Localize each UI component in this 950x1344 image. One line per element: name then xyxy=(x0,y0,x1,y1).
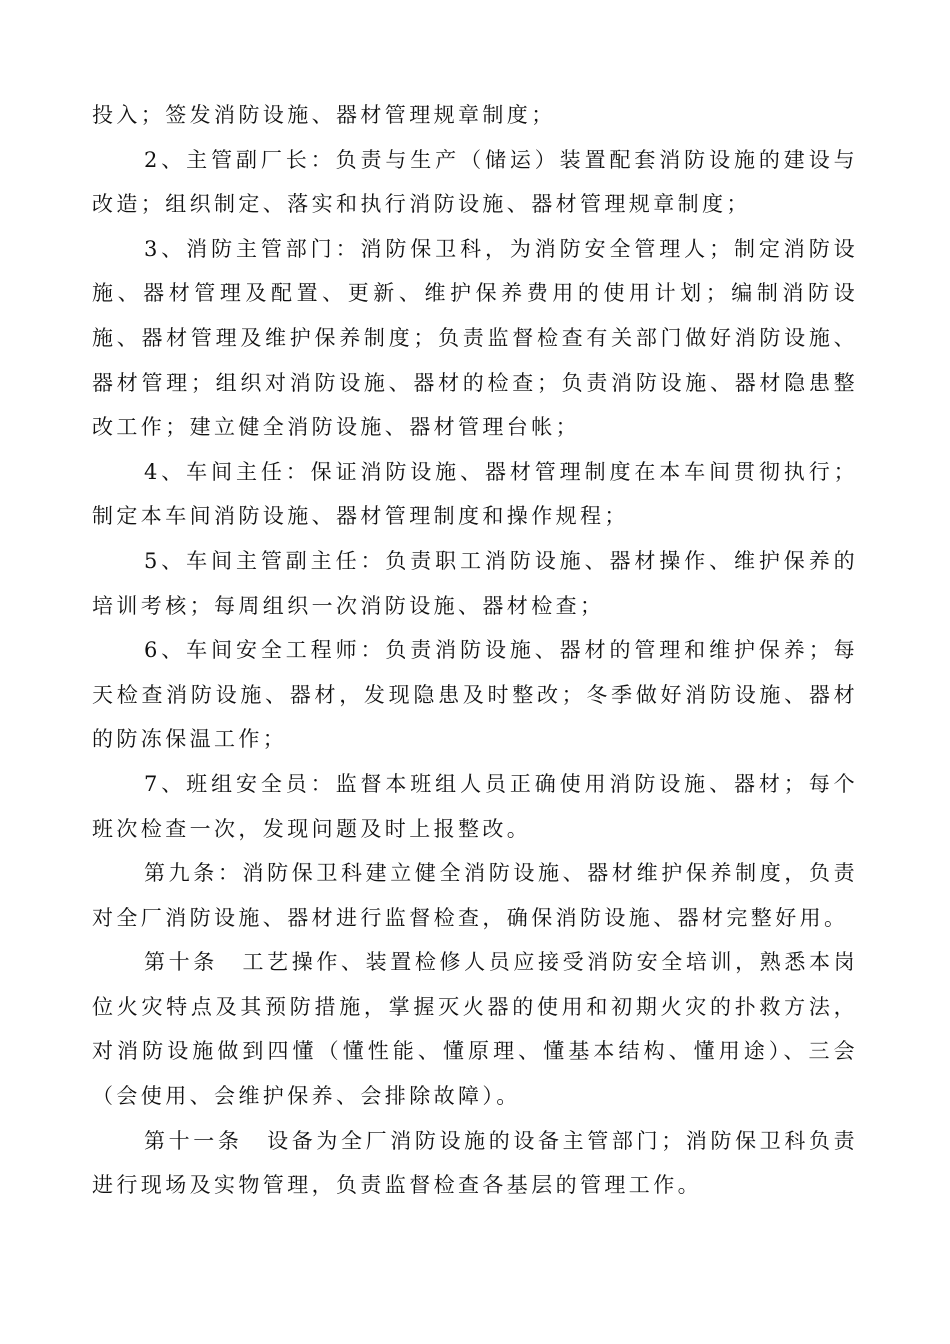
paragraph-continuation: 投入；签发消防设施、器材管理规章制度； xyxy=(92,103,556,127)
paragraph-article-10: 第十条 工艺操作、装置检修人员应接受消防安全培训，熟悉本岗位火灾特点及其预防措施，掌握灭火器的使用和初期火灾的扑救方法，对消防设施做到四懂（懂性能、懂原理、懂基本结构、懂用途）、三会（会使用、会维护保养、会排除故障）。 xyxy=(92,950,858,1109)
paragraph-item-4: 4、车间主任：保证消防设施、器材管理制度在本车间贯彻执行；制定本车间消防设施、器材管理制度和操作规程； xyxy=(92,459,858,529)
document-body xyxy=(92,93,858,1208)
paragraph-item-6: 6、车间安全工程师：负责消防设施、器材的管理和维护保养；每天检查消防设施、器材，发现隐患及时整改；冬季做好消防设施、器材的防冻保温工作； xyxy=(92,638,858,752)
paragraph-item-7: 7、班组安全员：监督本班组人员正确使用消防设施、器材；每个班次检查一次，发现问题及时上报整改。 xyxy=(92,771,858,841)
paragraph-item-2: 2、主管副厂长：负责与生产（储运）装置配套消防设施的建设与改造；组织制定、落实和执行消防设施、器材管理规章制度； xyxy=(92,147,858,217)
paragraph-article-9: 第九条：消防保卫科建立健全消防设施、器材维护保养制度，负责对全厂消防设施、器材进行监督检查，确保消防设施、器材完整好用。 xyxy=(92,861,858,930)
paragraph-item-5: 5、车间主管副主任：负责职工消防设施、器材操作、维护保养的培训考核；每周组织一次消防设施、器材检查； xyxy=(92,548,858,618)
paragraph-article-11: 第十一条 设备为全厂消防设施的设备主管部门；消防保卫科负责进行现场及实物管理，负责监督检查各基层的管理工作。 xyxy=(92,1128,858,1198)
paragraph-item-3: 3、消防主管部门：消防保卫科，为消防安全管理人；制定消防设施、器材管理及配置、更新、维护保养费用的使用计划；编制消防设施、器材管理及维护保养制度；负责监督检查有关部门做好消防设施、器材管理；组织对消防设施、器材的检查；负责消防设施、器材隐患整改工作；建立健全消防设施、器材管理台帐； xyxy=(92,236,858,440)
